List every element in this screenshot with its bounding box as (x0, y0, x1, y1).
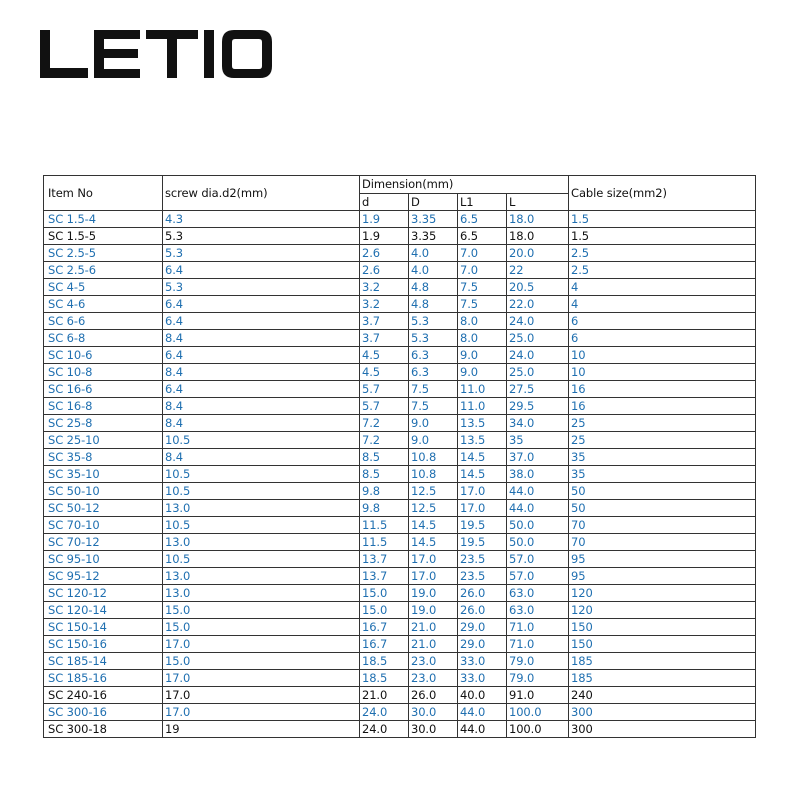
item-no-cell[interactable]: SC 4-5 (44, 279, 163, 296)
L1-cell[interactable]: 29.0 (458, 619, 507, 636)
screw-dia-cell[interactable]: 6.4 (163, 262, 360, 279)
D-cell[interactable]: 12.5 (409, 483, 458, 500)
cable-size-cell[interactable]: 185 (569, 670, 756, 687)
L-cell[interactable]: 44.0 (507, 483, 569, 500)
screw-dia-cell: 5.3 (163, 228, 360, 245)
L1-cell[interactable]: 23.5 (458, 568, 507, 585)
d-cell[interactable]: 5.7 (360, 398, 409, 415)
D-cell[interactable]: 5.3 (409, 330, 458, 347)
D-cell[interactable]: 17.0 (409, 551, 458, 568)
table-row (44, 211, 756, 228)
L1-cell: 6.5 (458, 228, 507, 245)
cable-size-cell[interactable]: 70 (569, 517, 756, 534)
item-no-cell[interactable]: SC 95-10 (44, 551, 163, 568)
screw-dia-cell[interactable]: 13.0 (163, 500, 360, 517)
cable-size-cell[interactable]: 300 (569, 704, 756, 721)
cable-size-cell[interactable]: 6 (569, 313, 756, 330)
table-row (44, 704, 756, 721)
L-cell[interactable]: 79.0 (507, 653, 569, 670)
L-cell[interactable]: 50.0 (507, 534, 569, 551)
table-row (44, 551, 756, 568)
L-cell[interactable]: 20.5 (507, 279, 569, 296)
cable-size-cell[interactable]: 120 (569, 585, 756, 602)
item-no-cell[interactable]: SC 10-6 (44, 347, 163, 364)
item-no-cell[interactable]: SC 10-8 (44, 364, 163, 381)
screw-dia-cell[interactable]: 15.0 (163, 602, 360, 619)
L1-cell[interactable]: 17.0 (458, 483, 507, 500)
D-cell[interactable]: 4.0 (409, 262, 458, 279)
screw-dia-cell[interactable]: 15.0 (163, 619, 360, 636)
item-no-cell[interactable]: SC 120-12 (44, 585, 163, 602)
table-row (44, 313, 756, 330)
screw-dia-cell[interactable]: 13.0 (163, 585, 360, 602)
cable-size-cell[interactable]: 50 (569, 483, 756, 500)
D-cell: 3.35 (409, 228, 458, 245)
L-cell: 91.0 (507, 687, 569, 704)
table-row (44, 653, 756, 670)
d-cell: 1.9 (360, 228, 409, 245)
D-cell[interactable]: 4.8 (409, 279, 458, 296)
item-no-cell[interactable]: SC 150-14 (44, 619, 163, 636)
L1-cell[interactable]: 44.0 (458, 704, 507, 721)
L-cell[interactable]: 71.0 (507, 619, 569, 636)
item-no-cell[interactable]: SC 150-16 (44, 636, 163, 653)
D-cell[interactable]: 7.5 (409, 381, 458, 398)
table-row (44, 500, 756, 517)
header-D: D (409, 193, 458, 211)
item-no-cell[interactable]: SC 6-6 (44, 313, 163, 330)
table-row (44, 262, 756, 279)
table-row (44, 415, 756, 432)
cable-size-cell[interactable]: 4 (569, 279, 756, 296)
d-cell[interactable]: 15.0 (360, 602, 409, 619)
L-cell: 100.0 (507, 721, 569, 738)
item-no-cell[interactable]: SC 70-10 (44, 517, 163, 534)
table-row (44, 517, 756, 534)
L-cell[interactable]: 29.5 (507, 398, 569, 415)
L1-cell[interactable]: 26.0 (458, 602, 507, 619)
table-row (44, 228, 756, 245)
header-L: L (507, 193, 569, 211)
screw-dia-cell[interactable]: 17.0 (163, 704, 360, 721)
D-cell: 30.0 (409, 721, 458, 738)
cable-size-cell[interactable]: 120 (569, 602, 756, 619)
table-row (44, 381, 756, 398)
L1-cell[interactable]: 8.0 (458, 330, 507, 347)
cable-size-cell[interactable]: 185 (569, 653, 756, 670)
screw-dia-cell[interactable]: 8.4 (163, 449, 360, 466)
table-row (44, 602, 756, 619)
table-row (44, 330, 756, 347)
L1-cell[interactable]: 19.5 (458, 534, 507, 551)
D-cell[interactable]: 6.3 (409, 364, 458, 381)
D-cell[interactable]: 21.0 (409, 619, 458, 636)
item-no-cell[interactable]: SC 16-8 (44, 398, 163, 415)
cable-size-cell: 240 (569, 687, 756, 704)
L1-cell: 44.0 (458, 721, 507, 738)
screw-dia-cell[interactable]: 6.4 (163, 347, 360, 364)
screw-dia-cell[interactable]: 4.3 (163, 211, 360, 228)
d-cell[interactable]: 18.5 (360, 670, 409, 687)
cable-size-cell[interactable]: 70 (569, 534, 756, 551)
screw-dia-cell[interactable]: 6.4 (163, 381, 360, 398)
d-cell[interactable]: 4.5 (360, 347, 409, 364)
L-cell[interactable]: 25.0 (507, 364, 569, 381)
L-cell[interactable]: 63.0 (507, 585, 569, 602)
L-cell[interactable]: 50.0 (507, 517, 569, 534)
D-cell[interactable]: 14.5 (409, 534, 458, 551)
L1-cell[interactable]: 6.5 (458, 211, 507, 228)
screw-dia-cell[interactable]: 8.4 (163, 415, 360, 432)
cable-size-cell[interactable]: 2.5 (569, 262, 756, 279)
L-cell[interactable]: 18.0 (507, 211, 569, 228)
D-cell[interactable]: 4.8 (409, 296, 458, 313)
table-row (44, 534, 756, 551)
letion-logo-wordmark (38, 28, 308, 80)
screw-dia-cell[interactable]: 10.5 (163, 483, 360, 500)
L1-cell[interactable]: 11.0 (458, 398, 507, 415)
d-cell[interactable]: 18.5 (360, 653, 409, 670)
L1-cell[interactable]: 9.0 (458, 347, 507, 364)
L-cell[interactable]: 22.0 (507, 296, 569, 313)
d-cell[interactable]: 2.6 (360, 245, 409, 262)
D-cell[interactable]: 19.0 (409, 602, 458, 619)
D-cell[interactable]: 9.0 (409, 432, 458, 449)
L1-cell[interactable]: 17.0 (458, 500, 507, 517)
L-cell[interactable]: 71.0 (507, 636, 569, 653)
cable-size-cell[interactable]: 16 (569, 381, 756, 398)
table-row (44, 449, 756, 466)
item-no-cell[interactable]: SC 50-10 (44, 483, 163, 500)
cable-size-cell[interactable]: 95 (569, 551, 756, 568)
screw-dia-cell[interactable]: 17.0 (163, 636, 360, 653)
item-no-cell[interactable]: SC 50-12 (44, 500, 163, 517)
table-row (44, 466, 756, 483)
D-cell[interactable]: 6.3 (409, 347, 458, 364)
d-cell[interactable]: 4.5 (360, 364, 409, 381)
d-cell[interactable]: 3.7 (360, 330, 409, 347)
D-cell[interactable]: 30.0 (409, 704, 458, 721)
d-cell[interactable]: 11.5 (360, 534, 409, 551)
d-cell[interactable]: 16.7 (360, 636, 409, 653)
item-no-cell: SC 240-16 (44, 687, 163, 704)
L-cell[interactable]: 100.0 (507, 704, 569, 721)
screw-dia-cell[interactable]: 15.0 (163, 653, 360, 670)
cable-size-cell[interactable]: 1.5 (569, 211, 756, 228)
screw-dia-cell[interactable]: 5.3 (163, 279, 360, 296)
L-cell[interactable]: 44.0 (507, 500, 569, 517)
L1-cell[interactable]: 23.5 (458, 551, 507, 568)
screw-dia-cell[interactable]: 10.5 (163, 517, 360, 534)
cable-size-cell[interactable]: 2.5 (569, 245, 756, 262)
item-no-cell[interactable]: SC 25-10 (44, 432, 163, 449)
D-cell: 26.0 (409, 687, 458, 704)
cable-size-cell[interactable]: 25 (569, 415, 756, 432)
L-cell[interactable]: 27.5 (507, 381, 569, 398)
d-cell[interactable]: 8.5 (360, 466, 409, 483)
table-row (44, 687, 756, 704)
L-cell[interactable]: 24.0 (507, 347, 569, 364)
screw-dia-cell[interactable]: 10.5 (163, 432, 360, 449)
L-cell[interactable]: 25.0 (507, 330, 569, 347)
d-cell[interactable]: 8.5 (360, 449, 409, 466)
D-cell[interactable]: 7.5 (409, 398, 458, 415)
table-row (44, 364, 756, 381)
header-L1: L1 (458, 193, 507, 211)
screw-dia-cell[interactable]: 8.4 (163, 398, 360, 415)
L1-cell[interactable]: 7.0 (458, 245, 507, 262)
table-row (44, 347, 756, 364)
L-cell[interactable]: 38.0 (507, 466, 569, 483)
D-cell[interactable]: 9.0 (409, 415, 458, 432)
L1-cell[interactable]: 14.5 (458, 449, 507, 466)
d-cell[interactable]: 11.5 (360, 517, 409, 534)
cable-size-cell[interactable]: 35 (569, 449, 756, 466)
item-no-cell[interactable]: SC 185-14 (44, 653, 163, 670)
cable-size-cell: 300 (569, 721, 756, 738)
d-cell[interactable]: 7.2 (360, 432, 409, 449)
D-cell[interactable]: 17.0 (409, 568, 458, 585)
L1-cell[interactable]: 11.0 (458, 381, 507, 398)
item-no-cell[interactable]: SC 1.5-4 (44, 211, 163, 228)
D-cell[interactable]: 10.8 (409, 449, 458, 466)
L1-cell[interactable]: 29.0 (458, 636, 507, 653)
cable-size-cell[interactable]: 150 (569, 619, 756, 636)
L1-cell[interactable]: 7.5 (458, 296, 507, 313)
screw-dia-cell[interactable]: 5.3 (163, 245, 360, 262)
item-no-cell: SC 1.5-5 (44, 228, 163, 245)
D-cell[interactable]: 19.0 (409, 585, 458, 602)
table-row (44, 279, 756, 296)
L-cell[interactable]: 34.0 (507, 415, 569, 432)
table-row (44, 721, 756, 738)
screw-dia-cell[interactable]: 10.5 (163, 551, 360, 568)
letion-logo (38, 28, 308, 80)
header-item-no: Item No (44, 176, 163, 211)
d-cell[interactable]: 16.7 (360, 619, 409, 636)
L-cell[interactable]: 24.0 (507, 313, 569, 330)
screw-dia-cell[interactable]: 17.0 (163, 670, 360, 687)
D-cell[interactable]: 14.5 (409, 517, 458, 534)
d-cell[interactable]: 13.7 (360, 568, 409, 585)
cable-size-cell: 1.5 (569, 228, 756, 245)
d-cell[interactable]: 5.7 (360, 381, 409, 398)
table-row (44, 619, 756, 636)
cable-size-cell[interactable]: 35 (569, 466, 756, 483)
L1-cell[interactable]: 7.0 (458, 262, 507, 279)
d-cell[interactable]: 3.2 (360, 279, 409, 296)
cable-size-cell[interactable]: 150 (569, 636, 756, 653)
header-d: d (360, 193, 409, 211)
item-no-cell[interactable]: SC 2.5-5 (44, 245, 163, 262)
item-no-cell[interactable]: SC 4-6 (44, 296, 163, 313)
item-no-cell[interactable]: SC 70-12 (44, 534, 163, 551)
D-cell[interactable]: 10.8 (409, 466, 458, 483)
d-cell[interactable]: 7.2 (360, 415, 409, 432)
L1-cell[interactable]: 9.0 (458, 364, 507, 381)
header-cable-size: Cable size(mm2) (569, 176, 756, 211)
table-row (44, 585, 756, 602)
d-cell: 21.0 (360, 687, 409, 704)
item-no-cell[interactable]: SC 185-16 (44, 670, 163, 687)
item-no-cell[interactable]: SC 25-8 (44, 415, 163, 432)
item-no-cell[interactable]: SC 120-14 (44, 602, 163, 619)
L-cell: 18.0 (507, 228, 569, 245)
table-row (44, 568, 756, 585)
D-cell[interactable]: 3.35 (409, 211, 458, 228)
d-cell[interactable]: 9.8 (360, 500, 409, 517)
L1-cell[interactable]: 26.0 (458, 585, 507, 602)
table-row (44, 245, 756, 262)
L-cell[interactable]: 57.0 (507, 568, 569, 585)
d-cell[interactable]: 2.6 (360, 262, 409, 279)
header-dimension: Dimension(mm) (360, 176, 569, 194)
L-cell[interactable]: 37.0 (507, 449, 569, 466)
cable-size-cell[interactable]: 25 (569, 432, 756, 449)
D-cell[interactable]: 23.0 (409, 653, 458, 670)
screw-dia-cell[interactable]: 10.5 (163, 466, 360, 483)
screw-dia-cell[interactable]: 8.4 (163, 330, 360, 347)
L1-cell[interactable]: 33.0 (458, 653, 507, 670)
screw-dia-cell[interactable]: 6.4 (163, 296, 360, 313)
L1-cell[interactable]: 13.5 (458, 415, 507, 432)
item-no-cell[interactable]: SC 300-16 (44, 704, 163, 721)
table-row (44, 483, 756, 500)
item-no-cell[interactable]: SC 16-6 (44, 381, 163, 398)
item-no-cell[interactable]: SC 35-10 (44, 466, 163, 483)
cable-size-cell[interactable]: 16 (569, 398, 756, 415)
terminal-spec-table (43, 175, 756, 738)
L-cell[interactable]: 35 (507, 432, 569, 449)
L1-cell[interactable]: 33.0 (458, 670, 507, 687)
d-cell[interactable]: 13.7 (360, 551, 409, 568)
D-cell[interactable]: 4.0 (409, 245, 458, 262)
item-no-cell[interactable]: SC 95-12 (44, 568, 163, 585)
L1-cell[interactable]: 14.5 (458, 466, 507, 483)
screw-dia-cell: 17.0 (163, 687, 360, 704)
screw-dia-cell[interactable]: 6.4 (163, 313, 360, 330)
table-header-row-1 (44, 176, 756, 194)
cable-size-cell[interactable]: 6 (569, 330, 756, 347)
L1-cell[interactable]: 13.5 (458, 432, 507, 449)
item-no-cell[interactable]: SC 35-8 (44, 449, 163, 466)
cable-size-cell[interactable]: 50 (569, 500, 756, 517)
screw-dia-cell: 19 (163, 721, 360, 738)
L-cell[interactable]: 22 (507, 262, 569, 279)
d-cell[interactable]: 9.8 (360, 483, 409, 500)
D-cell[interactable]: 21.0 (409, 636, 458, 653)
d-cell[interactable]: 15.0 (360, 585, 409, 602)
L1-cell[interactable]: 8.0 (458, 313, 507, 330)
cable-size-cell[interactable]: 4 (569, 296, 756, 313)
header-screw-dia: screw dia.d2(mm) (163, 176, 360, 211)
item-no-cell[interactable]: SC 2.5-6 (44, 262, 163, 279)
L-cell[interactable]: 20.0 (507, 245, 569, 262)
screw-dia-cell[interactable]: 13.0 (163, 534, 360, 551)
table-row (44, 398, 756, 415)
L1-cell[interactable]: 19.5 (458, 517, 507, 534)
d-cell[interactable]: 1.9 (360, 211, 409, 228)
L-cell[interactable]: 57.0 (507, 551, 569, 568)
d-cell: 24.0 (360, 721, 409, 738)
L1-cell: 40.0 (458, 687, 507, 704)
table-row (44, 670, 756, 687)
cable-size-cell[interactable]: 95 (569, 568, 756, 585)
D-cell[interactable]: 12.5 (409, 500, 458, 517)
L-cell[interactable]: 79.0 (507, 670, 569, 687)
table-row (44, 432, 756, 449)
cable-size-cell[interactable]: 10 (569, 347, 756, 364)
d-cell[interactable]: 24.0 (360, 704, 409, 721)
L-cell[interactable]: 63.0 (507, 602, 569, 619)
d-cell[interactable]: 3.2 (360, 296, 409, 313)
screw-dia-cell[interactable]: 13.0 (163, 568, 360, 585)
d-cell[interactable]: 3.7 (360, 313, 409, 330)
item-no-cell[interactable]: SC 6-8 (44, 330, 163, 347)
screw-dia-cell[interactable]: 8.4 (163, 364, 360, 381)
table-row (44, 296, 756, 313)
L1-cell[interactable]: 7.5 (458, 279, 507, 296)
cable-size-cell[interactable]: 10 (569, 364, 756, 381)
item-no-cell: SC 300-18 (44, 721, 163, 738)
D-cell[interactable]: 5.3 (409, 313, 458, 330)
D-cell[interactable]: 23.0 (409, 670, 458, 687)
table-row (44, 636, 756, 653)
